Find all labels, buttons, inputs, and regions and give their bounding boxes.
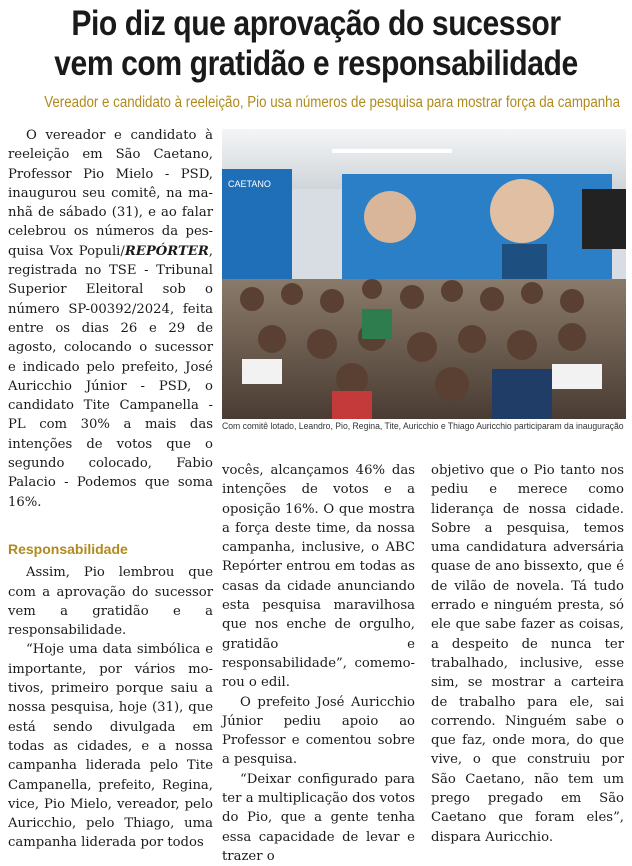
paragraph: O vereador e candidato à reeleição em São Caetano, Professor Pio Mielo - PSD, inaugurou seu comitê, na manhã de sábado (31), e ao falar celebrou os números da pesquisa Vox Populi/REPÓRTER, registrada no TSE - Tribunal Superior Eleitoral sob o número SP-00392/2024, feita entre os dias 26 e 29 de agosto, colocando o sucessor e indicado pelo prefeito, José Auricchio Júnior - PSD, o candidato Tite Campanella - PL com 30% a mais das intenções de votos que o segundo colocado, Fabio Palacio - Podemos que soma 16%. <box>8 128 213 510</box>
banner-text: CAETANO <box>228 179 271 189</box>
crowd-photo-illustration <box>222 129 626 419</box>
paragraph: Assim, Pio lembrou que com a aprovação do sucessor vem a gratidão e a responsabilidade. <box>8 565 213 639</box>
paragraph: O prefeito José Auricchio Júnior pediu apoio ao Professor e comentou sobre a pesquisa. <box>222 694 415 768</box>
emphasis: REPÓRTER <box>124 243 209 259</box>
paragraph: vocês, alcançamos 46% das intenções de votos e a oposição 16%. O que mostra a força deste time, da nossa campanha, inclusive, o ABC Repórter entrou em todas as casas da cidade anunciando esta pesquisa maravilhosa que nos enche de orgulho, gratidão e responsabilidade”, comemorou o edil. <box>222 463 415 691</box>
news-photo <box>222 129 626 419</box>
column-3 <box>431 461 624 847</box>
column-1-top <box>8 126 213 512</box>
column-2 <box>222 461 415 866</box>
photo-caption: Com comitê lotado, Leandro, Pio, Regina, Tite, Auricchio e Thiago Auricchio participaram da inauguração <box>222 421 624 432</box>
headline-line-2: vem com gratidão e responsabilidade <box>54 44 578 83</box>
column-1-bottom <box>8 540 213 853</box>
paragraph: objetivo que o Pio tanto nos pediu e merece como liderança de nossa cidade. Sobre a pesquisa, temos uma candidatura adversária quase de ano bissexto, que é de vilão de novela. Tá tudo errado e ninguém presta, só ele que sabe fazer as coisas, a despeito de nunca ter trabalhado, inclusive, esse sim, se mostrar a carteira de trabalho para ele, sai correndo. Ninguém sabe o que faz, onde mora, do que vive, o que construiu por São Caetano, não tem um prego pregado em São Caetano que foram eles”, dispara Auricchio. <box>431 463 624 845</box>
subtitle: Vereador e candidato à reeleição, Pio usa números de pesquisa para mostrar força da campanha <box>44 94 621 111</box>
paragraph: “Deixar configurado para ter a multiplicação dos votos do Pio, que a gente tenha essa capacidade de levar e trazer o <box>222 771 415 864</box>
headline <box>44 4 588 84</box>
headline-line-1: Pio diz que aprovação do sucessor <box>71 4 561 43</box>
paragraph: “Hoje uma data simbólica e importante, por vários motivos, primeiro porque saiu a nossa pesquisa, hoje (31), que está sendo divulgada em todas as cidades, e a nossa campanha liderada pelo Tite Campanella, prefeito, Regina, vice, Pio Mielo, vereador, pelo Auricchio, pelo Thiago, uma campanha liderada por todos <box>8 642 213 851</box>
section-title: Responsabilidade <box>8 541 128 557</box>
